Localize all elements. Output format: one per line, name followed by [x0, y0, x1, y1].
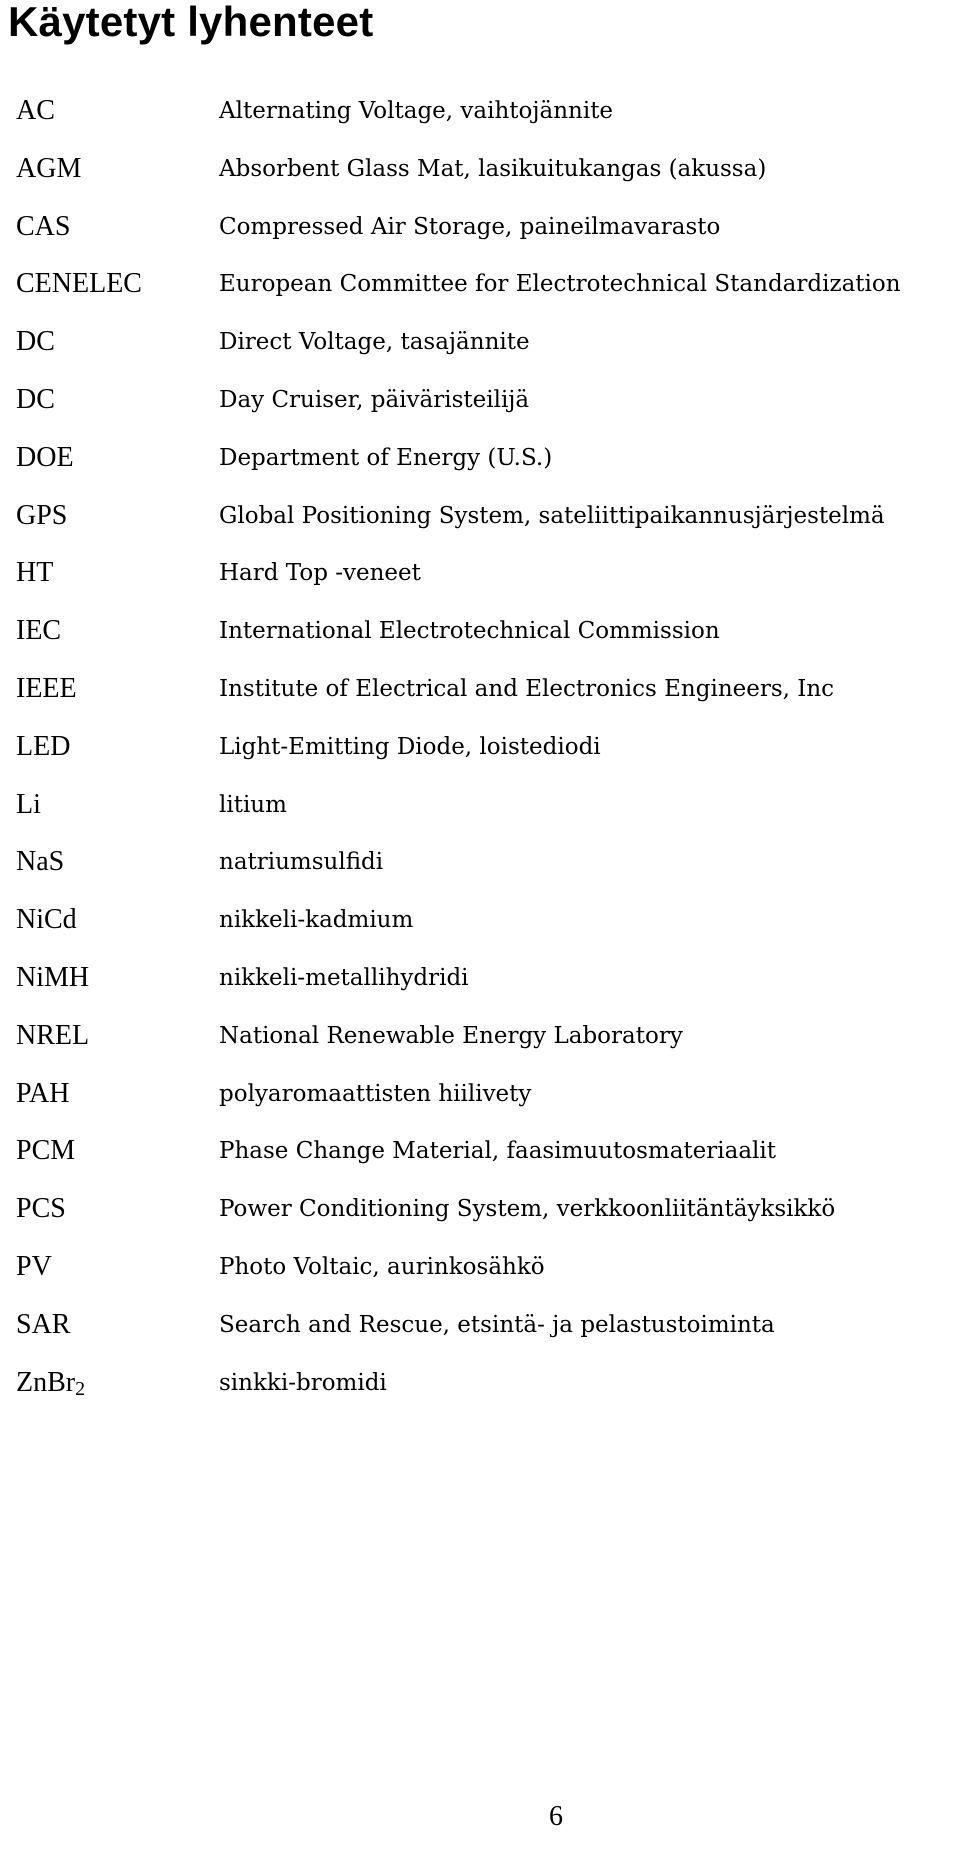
abbreviation-term: AC: [16, 95, 55, 126]
abbreviation-row: [0, 1308, 960, 1366]
abbreviation-term: PCS: [16, 1193, 66, 1225]
abbreviation-definition: litium: [219, 791, 287, 818]
abbreviation-list: [0, 94, 960, 1423]
abbreviation-row: [0, 1134, 960, 1192]
abbreviation-definition: Institute of Electrical and Electronics Engineers, Inc: [219, 675, 835, 702]
abbreviation-term: NREL: [16, 1019, 90, 1051]
abbreviation-row: [0, 1077, 960, 1135]
abbreviation-definition: Power Conditioning System, verkkoonliitäntäyksikkö: [219, 1196, 836, 1223]
abbreviation-definition: Compressed Air Storage, paineilmavarasto: [219, 213, 721, 240]
abbreviation-row: [0, 730, 960, 788]
abbreviation-term: NiMH: [16, 961, 90, 993]
abbreviation-row: [0, 499, 960, 557]
abbreviation-term: LED: [16, 730, 71, 762]
abbreviation-definition: nikkeli-metallihydridi: [219, 964, 469, 991]
abbreviation-row: [0, 845, 960, 903]
abbreviation-definition: Direct Voltage, tasajännite: [219, 329, 530, 356]
abbreviation-term: DOE: [16, 441, 74, 473]
abbreviation-term: NiCd: [16, 904, 77, 936]
abbreviation-term: DC: [16, 326, 55, 358]
abbreviation-row: [0, 441, 960, 499]
abbreviation-row: [0, 556, 960, 614]
abbreviation-term: HT: [16, 557, 54, 589]
abbreviation-row: [0, 1192, 960, 1250]
abbreviation-term: CENELEC: [16, 268, 142, 300]
abbreviation-definition: polyaromaattisten hiilivety: [219, 1080, 532, 1107]
abbreviation-definition: Absorbent Glass Mat, lasikuitukangas (akussa): [219, 155, 767, 182]
abbreviation-row: [0, 903, 960, 961]
abbreviation-row: [0, 788, 960, 846]
abbreviation-term: CAS: [16, 210, 71, 242]
abbreviation-definition: nikkeli-kadmium: [219, 907, 414, 934]
abbreviation-term: NaS: [16, 846, 65, 878]
abbreviation-definition: Hard Top -veneet: [219, 560, 421, 587]
abbreviation-term: Li: [16, 788, 41, 820]
abbreviation-row: [0, 672, 960, 730]
abbreviation-term: AGM: [16, 152, 82, 184]
abbreviation-term: SAR: [16, 1308, 71, 1340]
page-number: 6: [549, 1801, 563, 1832]
abbreviation-definition: Search and Rescue, etsintä- ja pelastustoiminta: [219, 1311, 775, 1338]
abbreviation-definition: Alternating Voltage, vaihtojännite: [219, 98, 614, 124]
abbreviation-definition: Day Cruiser, päiväristeilijä: [219, 386, 530, 413]
page-title: Käytetyt lyhenteet: [8, 0, 374, 45]
abbreviation-definition: Global Positioning System, sateliittipaikannusjärjestelmä: [219, 502, 885, 529]
abbreviation-term-main: ZnBr: [16, 1366, 76, 1398]
abbreviation-row: [0, 383, 960, 441]
abbreviation-row: [0, 614, 960, 672]
abbreviation-row: [0, 1366, 960, 1424]
abbreviation-row: [0, 325, 960, 383]
abbreviation-term: IEEE: [16, 672, 77, 704]
abbreviation-row: [0, 210, 960, 268]
abbreviation-definition: Phase Change Material, faasimuutosmateriaalit: [219, 1138, 776, 1165]
abbreviation-definition: Photo Voltaic, aurinkosähkö: [219, 1253, 545, 1280]
abbreviation-definition: European Committee for Electrotechnical Standardization: [219, 271, 901, 298]
abbreviation-definition: sinkki-bromidi: [219, 1369, 387, 1396]
abbreviation-row: [0, 267, 960, 325]
abbreviation-definition: International Electrotechnical Commission: [219, 618, 720, 645]
abbreviation-row: [0, 961, 960, 1019]
abbreviation-definition: Department of Energy (U.S.): [219, 444, 553, 471]
abbreviation-term: IEC: [16, 615, 62, 647]
abbreviation-row: [0, 1019, 960, 1077]
abbreviation-definition: National Renewable Energy Laboratory: [219, 1022, 683, 1049]
abbreviation-term: PCM: [16, 1135, 76, 1167]
abbreviation-term: PAH: [16, 1077, 70, 1109]
abbreviation-term: DC: [16, 383, 55, 415]
abbreviation-definition: natriumsulfidi: [219, 849, 384, 876]
abbreviation-term: PV: [16, 1250, 52, 1282]
abbreviation-definition: Light-Emitting Diode, loistediodi: [219, 733, 601, 760]
abbreviation-term: GPS: [16, 499, 68, 531]
abbreviation-row: [0, 94, 960, 152]
abbreviation-row: [0, 152, 960, 210]
abbreviation-term-subscript: 2: [75, 1377, 86, 1400]
abbreviation-row: [0, 1250, 960, 1308]
abbreviation-term: [16, 1366, 85, 1406]
